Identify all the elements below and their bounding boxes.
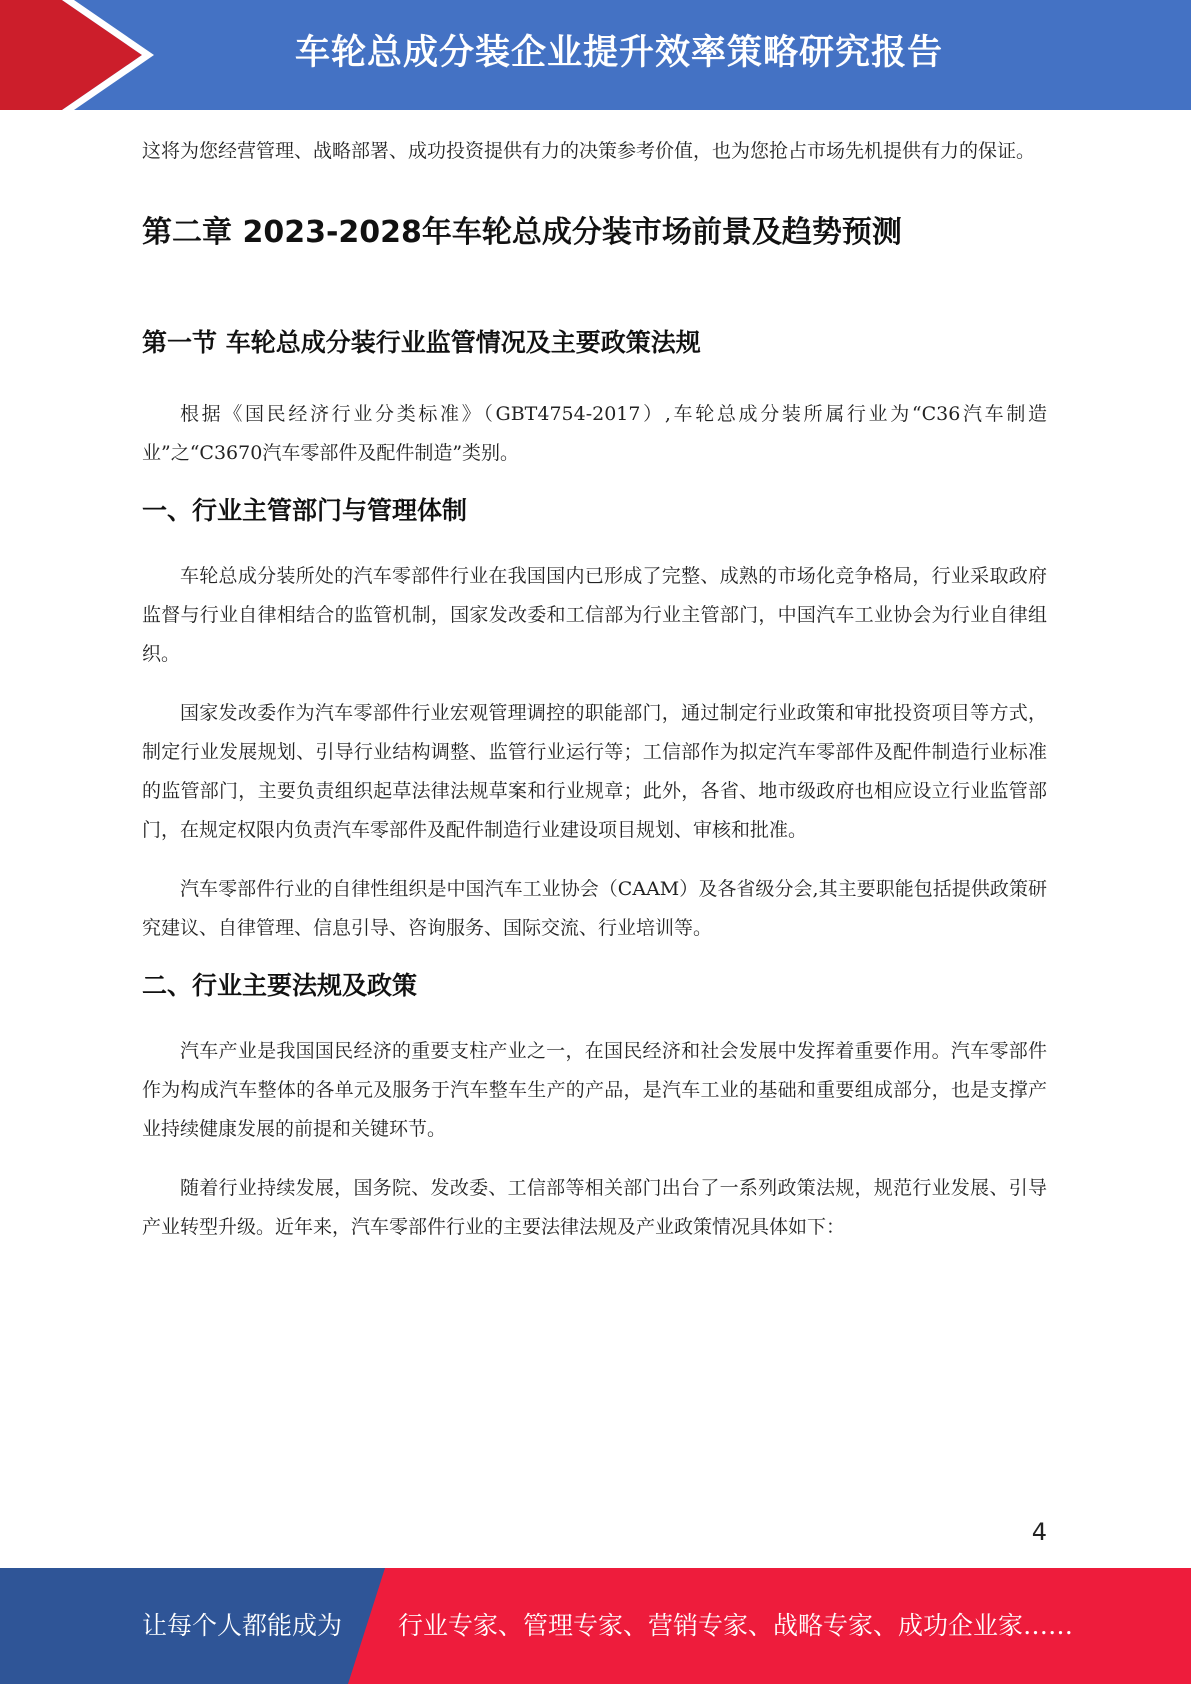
subsection-2-paragraph: 随着行业持续发展，国务院、发改委、工信部等相关部门出台了一系列政策法规，规范行业发展、引导产业转型升级。近年来，汽车零部件行业的主要法律法规及产业政策情况具体如下： <box>142 1177 1047 1238</box>
page-content <box>142 132 1047 1267</box>
section-paragraph: 根据《国民经济行业分类标准》（GBT4754-2017）,车轮总成分装所属行业为“C36汽车制造业”之“C3670汽车零部件及配件制造”类别。 <box>142 403 1047 464</box>
page-footer <box>0 1568 1191 1684</box>
subsection-1-paragraph: 国家发改委作为汽车零部件行业宏观管理调控的职能部门，通过制定行业政策和审批投资项目等方式，制定行业发展规划、引导行业结构调整、监管行业运行等；工信部作为拟定汽车零部件及配件制造行业标准的监管部门，主要负责组织起草法律法规草案和行业规章；此外，各省、地市级政府也相应设立行业监管部门，在规定权限内负责汽车零部件及配件制造行业建设项目规划、审核和批准。 <box>142 702 1047 841</box>
page-header <box>0 0 1191 110</box>
section-title: 第一节 车轮总成分装行业监管情况及主要政策法规 <box>142 328 701 357</box>
header-title: 车轮总成分装企业提升效率策略研究报告 <box>295 33 944 73</box>
subsection-1-paragraph: 汽车零部件行业的自律性组织是中国汽车工业协会（CAAM）及各省级分会,其主要职能包括提供政策研究建议、自律管理、信息引导、咨询服务、国际交流、行业培训等。 <box>142 878 1047 939</box>
subsection-2-title: 二、行业主要法规及政策 <box>142 971 418 1000</box>
chapter-title: 第二章 2023-2028年车轮总成分装市场前景及趋势预测 <box>142 215 902 250</box>
subsection-1-title: 一、行业主管部门与管理体制 <box>142 496 468 525</box>
subsection-1-paragraph: 车轮总成分装所处的汽车零部件行业在我国国内已形成了完整、成熟的市场化竞争格局，行业采取政府监督与行业自律相结合的监管机制，国家发改委和工信部为行业主管部门，中国汽车工业协会为行业自律组织。 <box>142 565 1047 665</box>
page-number: 4 <box>1031 1518 1047 1546</box>
subsection-2-paragraph: 汽车产业是我国国民经济的重要支柱产业之一，在国民经济和社会发展中发挥着重要作用。汽车零部件作为构成汽车整体的各单元及服务于汽车整车生产的产品，是汽车工业的基础和重要组成部分，也是支撑产业持续健康发展的前提和关键环节。 <box>142 1040 1047 1140</box>
footer-slogan-left: 让每个人都能成为 <box>142 1611 343 1640</box>
footer-slogan-right: 行业专家、管理专家、营销专家、战略专家、成功企业家…… <box>398 1611 1074 1640</box>
intro-paragraph: 这将为您经营管理、战略部署、成功投资提供有力的决策参考价值，也为您抢占市场先机提供有力的保证。 <box>142 140 1036 162</box>
